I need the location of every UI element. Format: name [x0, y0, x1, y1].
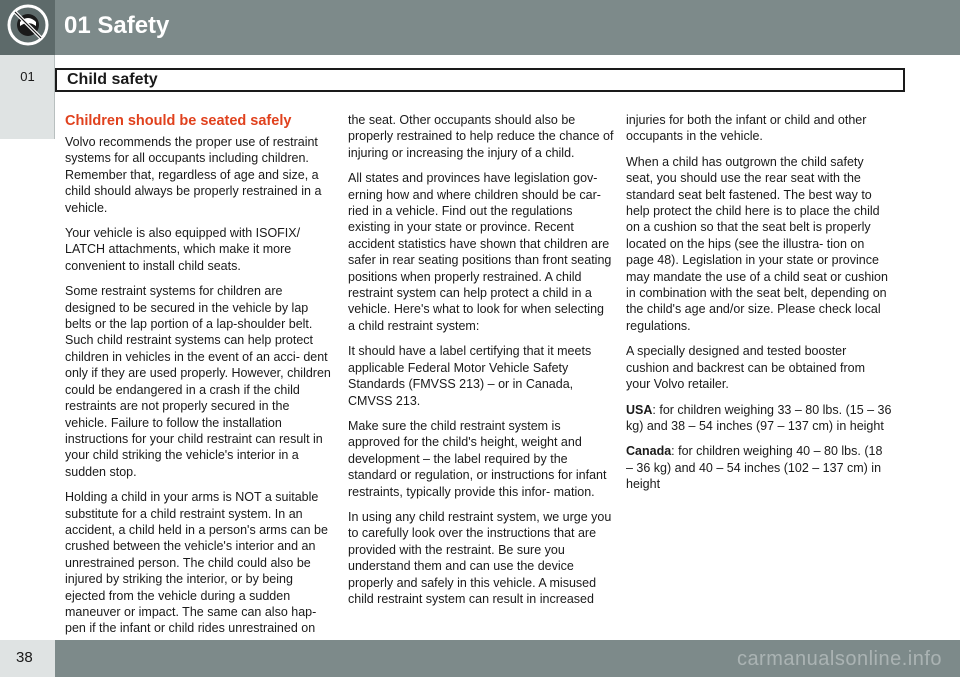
section-title: Child safety: [67, 71, 158, 88]
page-number: 38: [16, 649, 33, 666]
paragraph: In using any child restraint system, we urge you to carefully look over the instructions that are provided with the restraint. Be sure you understand them and can use the device properly and safely in this vehicle. A misused child restraint system can result in increased: [348, 509, 612, 606]
usa-spec-paragraph: [626, 402, 892, 435]
text-column-2: [348, 112, 614, 616]
paragraph: Your vehicle is also equipped with ISOFIX/ LATCH attachments, which make it more convenient to install child seats.: [65, 226, 301, 273]
paragraph: Some restraint systems for children are designed to be secured in the vehicle by lap belts or the lap portion of a lap-shoulder belt. Such child restraint systems can help protect children in vehicles in the event of an acci- dent only if they are used properly. However, children could be endangered in a crash if the child restraints are not properly secured in the vehicle. Failure to follow the installation instructions for your child restraint can result in your child striking the vehicle's interior in a sudden stop.: [65, 284, 331, 479]
paragraph: the seat. Other occupants should also be properly restrained to help reduce the chance of injuring or increasing the injury of a child.: [348, 113, 614, 160]
chapter-side-tab: [0, 55, 55, 139]
section-title-bar: [55, 68, 905, 92]
canada-spec-text: : for children weighing 40 – 80 lbs. (18 – 36 kg) and 40 – 54 inches (102 – 137 cm) in height: [626, 444, 883, 492]
canada-spec-paragraph: [626, 443, 892, 492]
side-tab-label: 01: [20, 69, 35, 84]
paragraph: A specially designed and tested booster cushion and backrest can be obtained from your Volvo retailer.: [626, 344, 866, 392]
paragraph: Holding a child in your arms is NOT a suitable substitute for a child restraint system. In an accident, a child held in a person's arms can be crushed between the vehicle's interior and an unrestrained person. The child could also be injured by striking the interior, or by being ejected from the vehicle during a sudden maneuver or impact. The same can also hap- pen if the infant or child rides unrestrained on: [65, 490, 328, 636]
paragraph: It should have a label certifying that it meets applicable Federal Motor Vehicle Safety Standards (FMVSS 213) – or in Canada, CMVSS 213.: [348, 344, 592, 408]
paragraph: Volvo recommends the proper use of restraint systems for all occupants including children. Remember that, regardless of age and size, a child should always be properly restrained in a vehicle.: [65, 135, 322, 215]
usa-spec-text: : for children weighing 33 – 80 lbs. (15 – 36 kg) and 38 – 54 inches (97 – 137 cm) in height: [626, 402, 892, 433]
usa-label: USA: [626, 402, 653, 417]
paragraph: injuries for both the infant or child and other occupants in the vehicle.: [626, 113, 867, 144]
chapter-title: 01 Safety: [64, 12, 170, 39]
watermark: carmanualsonline.info: [736, 648, 942, 670]
subheading: Children should be seated safely: [65, 113, 292, 129]
canada-label: Canada: [626, 444, 672, 459]
paragraph: Make sure the child restraint system is approved for the child's height, weight and development – the label required by the standard or regulation, or instructions for infant restraints, typically provide this infor- mation.: [348, 418, 607, 499]
chapter-icon-box: [0, 0, 55, 55]
text-column-3: [626, 112, 892, 502]
no-airbag-child-seat-icon: [6, 3, 50, 52]
paragraph: When a child has outgrown the child safety seat, you should use the rear seat with the standard seat belt fastened. The best way to help protect the child here is to place the child on a cushion so that the seat belt is properly located on the hips (see the illustra- tion on page 48). Legislation in your state or province may mandate the use of a child seat or cushion in combination with the seat belt, depending on the child's age and/or size. Please check local regulations.: [626, 154, 888, 333]
text-column-1: [65, 112, 331, 646]
paragraph: All states and provinces have legislation gov- erning how and where children should be car- ried in a vehicle. Find out the regulations existing in your state or province. Recent accident statistics have shown that children are safer in rear seating positions than front seating positions when properly restrained. A child restraint system can help protect a child in a vehicle. Here's what to look for when selecting a child restraint system:: [348, 171, 612, 333]
